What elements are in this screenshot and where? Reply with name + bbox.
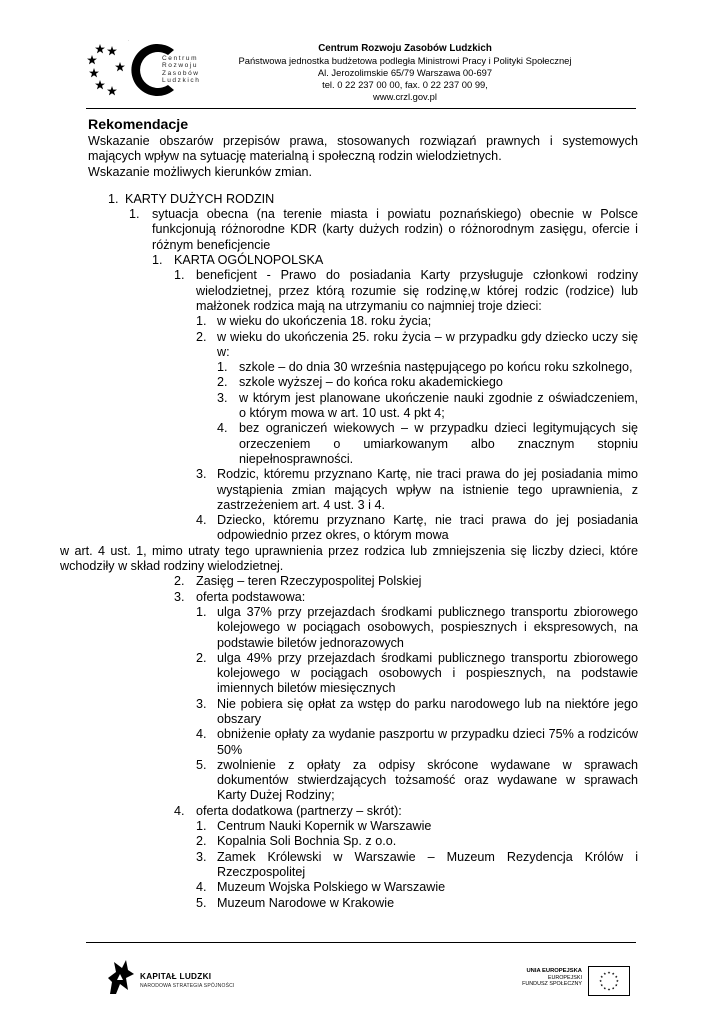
list-item-text: w wieku do ukończenia 25. roku życia – w przypadku gdy dziecko uczy się w: — [217, 329, 638, 359]
list-marker: 1. — [152, 253, 163, 268]
kapital-ludzki-title: KAPITAŁ LUDZKI — [140, 972, 212, 981]
eu-star-icon — [612, 987, 615, 990]
eu-fund-line-2: FUNDUSZ SPOŁECZNY — [522, 981, 582, 988]
list-item — [88, 758, 638, 804]
institution-website[interactable]: www.crzl.gov.pl — [373, 91, 437, 102]
institution-name: Centrum Rozwoju Zasobów Ludzkich — [318, 43, 492, 54]
eu-star-icon — [612, 972, 615, 975]
institution-phone: tel. 0 22 237 00 00, fax. 0 22 237 00 99, — [322, 79, 488, 90]
list-item — [88, 467, 638, 513]
list-item — [88, 268, 638, 314]
list-item — [88, 804, 638, 819]
list-item — [88, 375, 638, 390]
list-marker: 1. — [196, 314, 207, 329]
list-item-text: w wieku do ukończenia 18. roku życia; — [217, 314, 432, 329]
list-marker: 3. — [196, 696, 207, 711]
eu-flag-icon — [588, 966, 630, 996]
list-item — [88, 850, 638, 881]
eu-star-icon — [608, 988, 611, 991]
list-marker: 4. — [217, 421, 228, 436]
institution-info — [205, 43, 605, 103]
list-item — [88, 834, 638, 849]
list-marker: 5. — [196, 895, 207, 910]
logo-line: Centrum — [162, 55, 199, 62]
kapital-ludzki-icon — [106, 956, 136, 996]
list-marker: 2. — [174, 574, 185, 589]
list-marker: 5. — [196, 757, 207, 772]
eu-title: UNIA EUROPEJSKA — [526, 968, 582, 974]
eu-logo — [500, 966, 635, 1000]
list-marker: 1. — [196, 819, 207, 834]
eu-star-icon — [603, 972, 606, 975]
list-item — [88, 819, 638, 834]
list-item — [88, 574, 638, 589]
list-item-text: bez ograniczeń wiekowych – w przypadku dzieci legitymujących się orzeczeniem o umiarkowanym albo znacznym stopniu niepełnosprawności. — [239, 421, 638, 466]
eu-star-icon — [600, 975, 603, 978]
list-item — [88, 727, 638, 758]
eu-star-icon — [600, 984, 603, 987]
list-marker: 4. — [196, 513, 207, 528]
list-item-text: ulga 37% przy przejazdach środkami publicznego transportu zbiorowego kolejowego w pociągach osobowych, pospiesznych i ekspresowych, na podstawie biletów jednorazowych — [217, 604, 638, 650]
list-item — [88, 391, 638, 422]
list-item — [88, 330, 638, 361]
list-item — [88, 605, 638, 651]
intro-paragraph: Wskazanie obszarów przepisów prawa, stosowanych rozwiązań prawnych i systemowych mających wpływ na sytuację materialną i społeczną rodzin wielodzietnych. — [88, 134, 638, 164]
list-item — [88, 590, 638, 605]
list-item-text: Rodzic, któremu przyznano Kartę, nie traci prawa do jej posiadania mimo wystąpienia zmian mających wpływ na istnienie tego uprawnienia, z zastrzeżeniem art. 4 ust. 3 i 4. — [217, 467, 638, 512]
list-marker: 1. — [217, 360, 228, 375]
section-title: KARTY DUŻYCH RODZIN — [125, 191, 275, 206]
eu-star-icon — [608, 971, 611, 974]
eu-star-icon — [616, 980, 619, 983]
list-marker: 2. — [196, 834, 207, 849]
header-divider — [86, 108, 636, 109]
kapital-ludzki-subtitle: NARODOWA STRATEGIA SPÓJNOŚCI — [140, 983, 235, 989]
list-item-text: Zamek Królewski w Warszawie – Muzeum Rezydencja Królów i Rzeczpospolitej — [217, 849, 638, 879]
logo-text — [162, 55, 200, 85]
list-item — [88, 651, 638, 697]
list-item — [88, 513, 638, 544]
list-marker: 1. — [196, 604, 207, 619]
list-marker: 3. — [174, 589, 185, 604]
list-item-section — [88, 192, 638, 207]
kapital-ludzki-logo — [106, 956, 266, 996]
list-item — [88, 896, 638, 911]
footer-divider — [86, 942, 636, 943]
list-marker: 2. — [196, 329, 207, 344]
list-item — [88, 421, 638, 467]
list-item-text: Muzeum Narodowe w Krakowie — [217, 895, 395, 910]
institution-address: Al. Jerozolimskie 65/79 Warszawa 00-697 — [317, 67, 493, 78]
list-item — [88, 697, 638, 728]
logo-letter: C — [128, 41, 129, 42]
document-body — [60, 116, 638, 911]
list-marker: 4. — [196, 727, 207, 742]
list-marker: 1. — [129, 207, 140, 222]
eu-fund-line-1: EUROPEJSKI — [547, 974, 582, 981]
logo-line: Ludzkich — [162, 77, 201, 85]
list-item-text: Muzeum Wojska Polskiego w Warszawie — [217, 880, 446, 895]
list-item-text: obniżenie opłaty za wydanie paszportu w przypadku dzieci 75% a rodziców 50% — [217, 727, 638, 757]
intro-paragraph-2: Wskazanie możliwych kierunków zmian. — [88, 164, 312, 179]
list-item-subsection — [88, 253, 638, 268]
list-item-text: w którym jest planowane ukończenie nauki zgodnie z oświadczeniem, o którym mowa w art. 10 ust. 4 pkt 4; — [239, 390, 638, 421]
eu-star-icon — [603, 987, 606, 990]
list-item — [88, 880, 638, 895]
list-item-text: beneficjent - Prawo do posiadania Karty przysługuje członkowi rodziny wielodzietnej, przez którą rozumie się rodzinę,w której rodzic (rodzice) lub małżonek rodzica mają na utrzymaniu co najmniej troje dzieci: — [196, 268, 638, 313]
logo-line: Zasobów — [162, 69, 200, 77]
list-item-text: szkole wyższej – do końca roku akademickiego — [239, 375, 503, 390]
list-item — [88, 360, 638, 375]
list-item-text: oferta dodatkowa (partnerzy – skrót): — [196, 803, 402, 818]
list-item — [88, 314, 638, 329]
list-marker: 3. — [196, 849, 207, 864]
list-item-text: szkole – do dnia 30 września następującego po końcu roku szkolnego, — [239, 360, 633, 375]
eu-star-icon — [599, 980, 602, 983]
continuation-paragraph: w art. 4 ust. 1, mimo utraty tego uprawnienia przez rodzica lub zmniejszenia się liczby dzieci, które wchodziły w skład rodziny wielodzietnej. — [60, 543, 638, 574]
list-item-text: Nie pobiera się opłat za wstęp do parku narodowego lub na niektóre jego obszary — [217, 696, 638, 726]
list-item-text: zwolnienie z opłaty za odpisy skrócone wydawane w sprawach dokumentów stwierdzających tożsamość oraz wydawane w sprawach Karty Dużej Rodziny; — [217, 757, 638, 803]
list-item-text: sytuacja obecna (na terenie miasta i powiatu poznańskiego) obecnie w Polsce funkcjonują różnorodne KDR (karty dużych rodzin) o różnorodnym zasięgu, ofercie i różnym beneficjencie — [152, 207, 638, 252]
list-marker: 4. — [196, 880, 207, 895]
list-item-text: Centrum Nauki Kopernik w Warszawie — [217, 819, 432, 834]
eu-text — [500, 968, 582, 988]
list-marker: 1. — [174, 268, 185, 283]
list-item — [88, 207, 638, 253]
list-marker: 3. — [196, 467, 207, 482]
list-marker: 1. — [108, 191, 119, 206]
list-item-text: Zasięg – teren Rzeczypospolitej Polskiej — [196, 574, 422, 589]
eu-star-icon — [615, 984, 618, 987]
institution-desc: Państwowa jednostka budżetowa podległa Ministrowi Pracy i Polityki Społecznej — [238, 55, 572, 66]
list-item-text: Dziecko, któremu przyznano Kartę, nie traci prawa do jej posiadania odpowiednio przez okres, o którym mowa — [217, 513, 638, 543]
list-item-text: ulga 49% przy przejazdach środkami publicznego transportu zbiorowego kolejowego w pociągach osobowych i pospiesznych, na podstawie imiennych biletów miesięcznych — [217, 650, 638, 696]
logo-line: Rozwoju — [162, 62, 199, 70]
list-item-text: oferta podstawowa: — [196, 589, 306, 604]
list-marker: 2. — [196, 650, 207, 665]
list-item-text: Kopalnia Soli Bochnia Sp. z o.o. — [217, 834, 397, 849]
eu-star-icon — [615, 975, 618, 978]
subsection-title: KARTA OGÓLNOPOLSKA — [174, 253, 324, 268]
list-marker: 3. — [217, 390, 228, 405]
list-marker: 2. — [217, 375, 228, 390]
page-title: Rekomendacje — [88, 117, 189, 133]
list-marker: 4. — [174, 803, 185, 818]
